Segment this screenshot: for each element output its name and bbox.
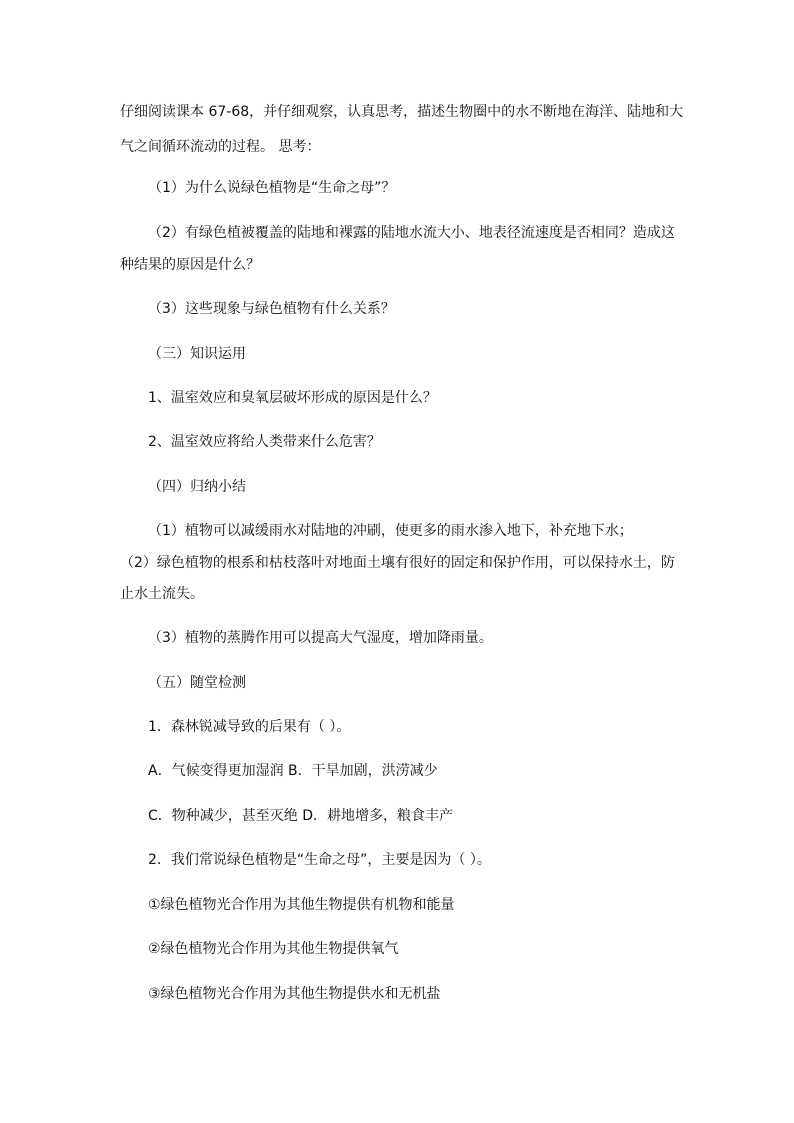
question-1: （1）为什么说绿色植物是“生命之母”？ bbox=[148, 180, 396, 196]
quiz-question-1: 1．森林锐减导致的后果有（ ）。 bbox=[148, 719, 351, 735]
section-heading-summary: （四）归纳小结 bbox=[148, 479, 246, 495]
quiz-question-2-statement-3: ③绿色植物光合作用为其他生物提供水和无机盐 bbox=[148, 986, 441, 1002]
summary-point-3: （3）植物的蒸腾作用可以提高大气湿度，增加降雨量。 bbox=[148, 630, 493, 646]
section-heading-knowledge-use: （三）知识运用 bbox=[148, 346, 246, 362]
paragraph-reading-line-1: 仔细阅读课本 67-68，并仔细观察，认真思考，描述生物圈中的水不断地在海洋、陆地和大 bbox=[120, 104, 684, 120]
paragraph-reading-line-2: 气之间循环流动的过程。 思考： bbox=[120, 139, 321, 155]
quiz-question-2: 2．我们常说绿色植物是“生命之母”，主要是因为（ ）。 bbox=[148, 852, 491, 868]
knowledge-question-2: 2、温室效应将给人类带来什么危害？ bbox=[148, 434, 381, 450]
knowledge-question-1: 1、温室效应和臭氧层破坏形成的原因是什么？ bbox=[148, 390, 437, 406]
quiz-question-1-options-cd: C．物种减少，甚至灭绝 D．耕地增多，粮食丰产 bbox=[148, 808, 454, 824]
summary-point-2-line-2: 止水土流失。 bbox=[120, 586, 204, 602]
question-2-line-1: （2）有绿色植被覆盖的陆地和裸露的陆地水流大小、地表径流速度是否相同？造成这 bbox=[148, 225, 675, 241]
summary-point-2-line-1: （2）绿色植物的根系和枯枝落叶对地面土壤有很好的固定和保护作用，可以保持水土，防 bbox=[120, 555, 675, 571]
summary-point-1: （1）植物可以减缓雨水对陆地的冲刷，使更多的雨水渗入地下，补充地下水； bbox=[148, 523, 633, 539]
question-3: （3）这些现象与绿色植物有什么关系？ bbox=[148, 301, 395, 317]
quiz-question-2-statement-2: ②绿色植物光合作用为其他生物提供氧气 bbox=[148, 941, 399, 957]
section-heading-quiz: （五）随堂检测 bbox=[148, 675, 246, 691]
question-2-line-2: 种结果的原因是什么？ bbox=[120, 257, 260, 273]
quiz-question-2-statement-1: ①绿色植物光合作用为其他生物提供有机物和能量 bbox=[148, 897, 455, 913]
quiz-question-1-options-ab: A．气候变得更加湿润 B．干旱加剧，洪涝减少 bbox=[148, 763, 438, 779]
